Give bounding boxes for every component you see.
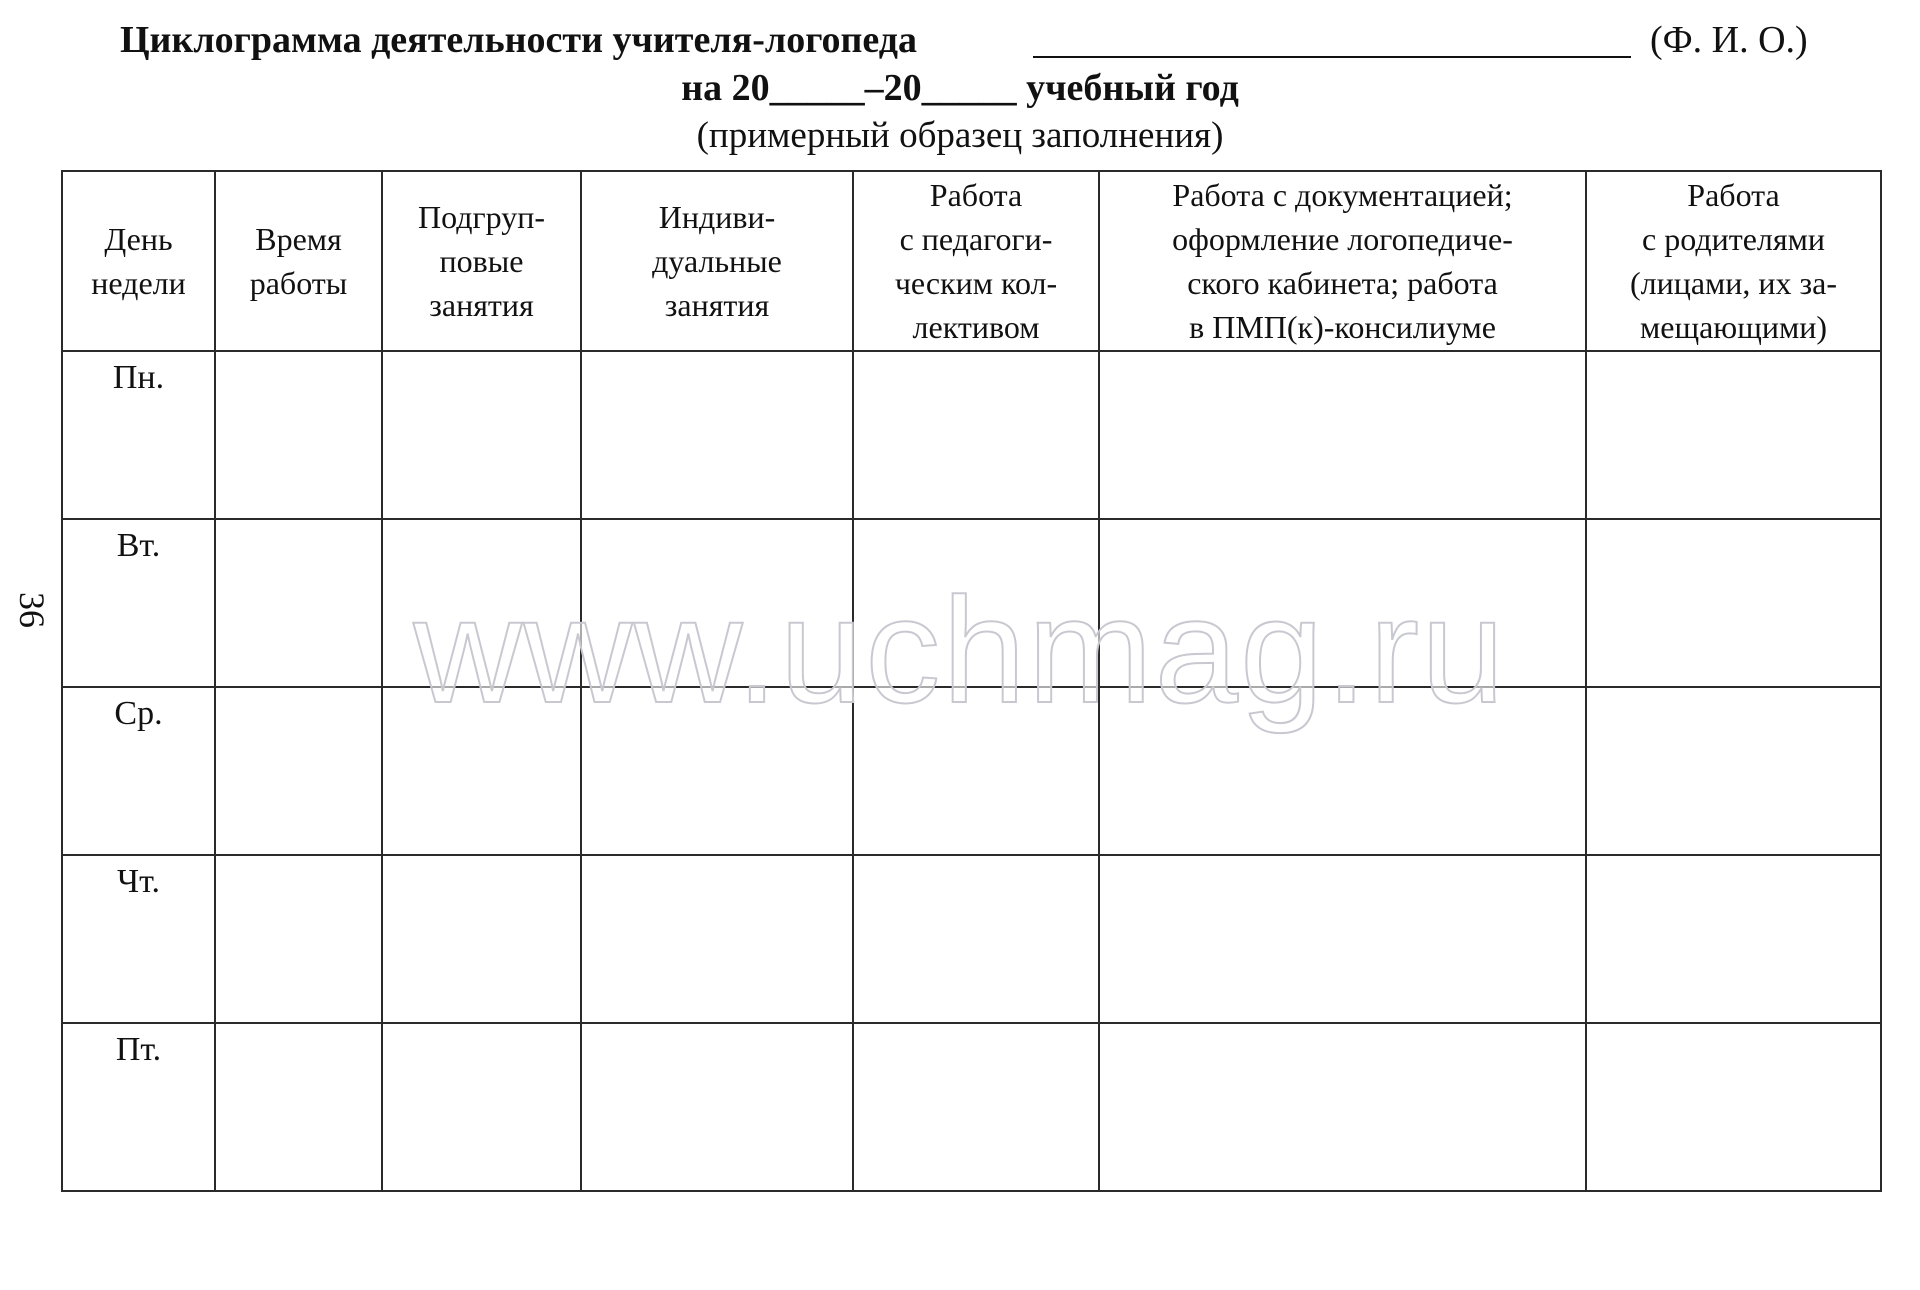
table-cell[interactable] [215, 1023, 382, 1191]
column-header-documentation: Работа с документацией; оформление логопедиче- ского кабинета; работа в ПМП(к)-консилиуме [1099, 171, 1586, 351]
table-row [62, 519, 1881, 687]
column-header-staff-work: Работа с педагоги- ческим кол- лективом [853, 171, 1099, 351]
table-cell[interactable] [853, 1023, 1099, 1191]
table-cell[interactable] [1099, 855, 1586, 1023]
day-cell-thursday: Чт. [62, 855, 215, 1023]
table-cell[interactable] [581, 351, 853, 519]
table-row [62, 1023, 1881, 1191]
table-cell[interactable] [1586, 351, 1881, 519]
column-header-subgroup: Подгруп- повые занятия [382, 171, 581, 351]
table-cell[interactable] [382, 519, 581, 687]
table-cell[interactable] [382, 687, 581, 855]
table-cell[interactable] [215, 351, 382, 519]
day-cell-wednesday: Ср. [62, 687, 215, 855]
table-cell[interactable] [581, 687, 853, 855]
academic-year-line: на 20_____–20_____ учебный год [681, 67, 1239, 109]
fio-blank-line [1033, 56, 1631, 58]
document-title: Циклограмма деятельности учителя-логопеда [120, 19, 917, 61]
watermark: www.uchmag.ru [413, 566, 1507, 734]
cyclogram-table [61, 170, 1882, 1192]
title-line [0, 14, 1920, 66]
table-cell[interactable] [853, 519, 1099, 687]
column-header-time: Время работы [215, 171, 382, 351]
day-cell-friday: Пт. [62, 1023, 215, 1191]
column-header-individual: Индиви- дуальные занятия [581, 171, 853, 351]
day-cell-monday: Пн. [62, 351, 215, 519]
table-cell[interactable] [382, 855, 581, 1023]
table-row [62, 855, 1881, 1023]
table-cell[interactable] [215, 687, 382, 855]
table-cell[interactable] [1586, 855, 1881, 1023]
table-cell[interactable] [1099, 351, 1586, 519]
table-row [62, 351, 1881, 519]
document-subtitle: (примерный образец заполнения) [696, 115, 1224, 156]
table-row [62, 687, 1881, 855]
table-cell[interactable] [853, 351, 1099, 519]
fio-label: (Ф. И. О.) [1650, 19, 1808, 61]
table-cell[interactable] [581, 1023, 853, 1191]
table-header-row [62, 171, 1881, 351]
page-number: 36 [12, 592, 52, 628]
table-cell[interactable] [581, 519, 853, 687]
column-header-parents: Работа с родителями (лицами, их за- мещающими) [1586, 171, 1881, 351]
table-cell[interactable] [581, 855, 853, 1023]
table-cell[interactable] [215, 855, 382, 1023]
table-cell[interactable] [1586, 1023, 1881, 1191]
table-cell[interactable] [1586, 687, 1881, 855]
table-cell[interactable] [382, 351, 581, 519]
table-cell[interactable] [1099, 519, 1586, 687]
table-cell[interactable] [1099, 687, 1586, 855]
table-cell[interactable] [853, 855, 1099, 1023]
table-cell[interactable] [1099, 1023, 1586, 1191]
column-header-day: День недели [62, 171, 215, 351]
table-cell[interactable] [853, 687, 1099, 855]
table-cell[interactable] [382, 1023, 581, 1191]
day-cell-tuesday: Вт. [62, 519, 215, 687]
table-cell[interactable] [215, 519, 382, 687]
table-cell[interactable] [1586, 519, 1881, 687]
